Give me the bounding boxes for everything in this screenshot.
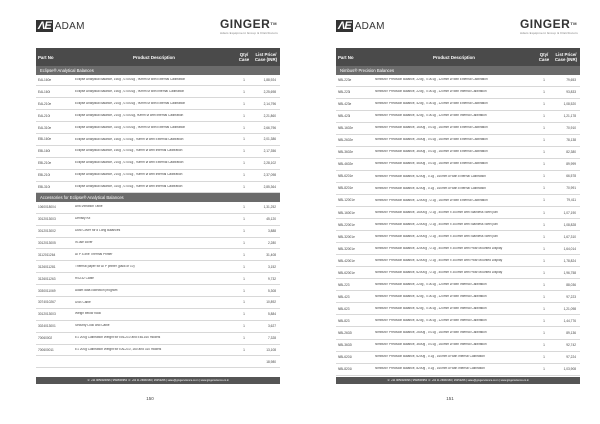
part-number: 1060018004 [38,205,56,210]
qty-per-case: 1 [543,294,545,299]
product-description: Nimbus® Precision Balance, 16000g , 0.1g , 400mm x 300mm with Stainless Steel pan [375,210,498,214]
part-number: NBL4602e [338,162,354,167]
qty-per-case: 1 [543,174,545,179]
qty-per-case: 1 [543,198,545,203]
list-price: 2,66,796 [263,125,276,130]
contact-footer: ☏ +91 9650020096 | 9599500952 ☏ +91 11 26963166 | 26252206 | sales@gingerscience.co.in | www.gingerscience.co.in [36,377,280,384]
product-description: Nimbus® Precision Balance, 8200g , 0.1g , 160mm Ø with External Calibration [375,186,486,190]
table-row [36,146,280,158]
table-row [336,75,580,87]
qty-per-case: 1 [243,300,245,305]
list-price: 2,01,386 [263,137,276,142]
product-description: Nimbus® Precision Balance, 420g , 0.001g , 120mm Ø with Internal Calibration [375,294,487,298]
qty-per-case: 1 [543,126,545,131]
part-number: 3012013003 [38,312,56,317]
product-description: Eclipse Analytical Balance, 310g , 0.0001g , 90mm Ø with External Calibration [75,125,186,129]
part-number: NBL32001e [338,246,355,251]
qty-per-case: 1 [243,252,245,257]
product-description: USB Cable [75,300,91,304]
part-number: EAL310e [38,125,52,130]
table-row [336,219,580,231]
section-title: Eclipse® Analytical Balances [36,66,280,75]
part-number: NBL6201i [338,355,352,360]
table-row [336,87,580,99]
product-description: Nimbus® Precision Balance, 620g , 0.001g , 120mm Ø with Internal Calibration [375,307,487,311]
list-price: 1,03,908 [563,367,576,372]
qty-per-case: 1 [243,125,245,130]
product-description: Nimbus® Precision Balance, 220g , 0.001g , 120mm Ø with Internal Calibration [375,90,487,94]
table-row [36,98,280,110]
part-number: EAL210e [38,101,52,106]
product-description: Nimbus® Precision Balance, 1600g , 0.01g , 160mm Ø with External Calibration [375,126,488,130]
product-description: Nimbus® Precision Balance, 420g , 0.001g , 120mm Ø with Internal Calibration [375,114,487,118]
part-number: NBL223 [338,282,350,287]
table-row [336,279,580,291]
list-price: 1,64,014 [563,246,576,251]
table-row [36,158,280,170]
product-description: Nimbus® Precision Balance, 3600g , 0.01g , 160mm Ø with Internal Calibration [375,343,487,347]
list-price: 1,31,252 [263,205,276,210]
product-description: Anti-Vibration Table [75,205,103,209]
qty-per-case: 1 [543,306,545,311]
product-description: Nimbus® Precision Balance, 220g , 0.001g , 120mm Ø with Internal Calibration [375,282,487,286]
table-row [336,352,580,364]
list-price: 1,96,758 [563,270,576,275]
list-price: 1,21,178 [563,114,576,119]
adam-logo-name: ADAM [54,20,85,32]
logo-bar [0,18,300,40]
list-price: 5,884 [268,312,276,317]
header-description: Product Description [133,54,175,60]
part-number: EBL160e [38,137,52,142]
qty-per-case: 1 [243,348,245,353]
product-description: Eclipse Analytical Balance, 160g , 0.001g , 90mm Ø with Internal Calibration [75,149,183,153]
product-description: ATP 4-line Thermal Printer [75,253,113,257]
table-row [36,170,280,182]
table-row [336,147,580,159]
qty-per-case: 1 [543,90,545,95]
qty-per-case: 1 [243,173,245,178]
qty-per-case: 1 [543,234,545,239]
part-number: NBL823 [338,318,350,323]
qty-per-case: 1 [243,184,245,189]
qty-per-case: 1 [243,77,245,82]
qty-per-case: 1 [243,113,245,118]
list-price: 88,036 [566,282,576,287]
table-row [36,226,280,238]
qty-per-case: 1 [243,336,245,341]
list-price: 2,28,102 [263,161,276,166]
table-row [336,315,580,327]
product-description: In-use cover [75,241,93,245]
qty-per-case: 1 [243,241,245,246]
product-description: Nimbus® Precision Balance, 2600g , 0.01g , 160mm Ø with External Calibration [375,138,488,142]
product-description: Eclipse Analytical Balance, 210g , 0.001g , 90mm Ø with External Calibration [75,161,184,165]
header-price: List Price/ Case (INR) [554,52,578,62]
product-description: E1 200g Calibration Weight for EAL210, 160 and 310 models [75,348,162,352]
list-price: 2,85,364 [263,184,276,189]
product-description: Nimbus® Precision Balance, 2600g , 0.01g , 160mm Ø with Internal Calibration [375,331,487,335]
qty-per-case: 1 [243,205,245,210]
product-description: Nimbus® Precision Balance, 32000g , 0.1g , 400mm x 300mm with Pillar Mounted Display [375,246,503,250]
part-number: NBL16001e [338,210,355,215]
qty-per-case: 1 [543,186,545,191]
part-number: NBL62001e [338,270,355,275]
ginger-logo [220,18,278,35]
qty-per-case: 1 [543,270,545,275]
table-row [336,364,580,376]
table-row [36,110,280,122]
list-price: 13,108 [266,348,276,353]
table-row [336,207,580,219]
table-row [36,75,280,87]
list-price: 93,833 [566,90,576,95]
list-price: 1,08,520 [563,102,576,107]
part-number: NBL8201e [338,186,354,191]
qty-per-case: 1 [243,161,245,166]
qty-per-case: 1 [543,258,545,263]
table-row [36,309,280,321]
part-number: 3126011281 [38,264,56,269]
table-row [36,285,280,297]
product-description: Nimbus® Precision Balance, 62000g , 0.1g , 400mm x 300mm with Pillar Mounted Display [375,270,503,274]
list-price: 2,14,796 [263,101,276,106]
qty-per-case: 1 [543,222,545,227]
header-qty: Qty/ Case [538,52,550,62]
part-number: 3012013005 [38,241,56,246]
list-price: 2,37,098 [263,173,276,178]
product-description: Dust Cover for 8 Long Balances [75,229,121,233]
table-row [36,273,280,285]
list-price: 1,08,828 [563,222,576,227]
part-number: 3074010267 [38,300,56,305]
part-number: NBL3602i [338,343,352,348]
list-price: 31,408 [266,252,276,257]
product-description: Nimbus® Precision Balance, 32000g , 0.1g , 400mm x 300mm with Stainless Steel pan [375,234,498,238]
qty-per-case: 1 [243,312,245,317]
section-title: Accessories for Eclipse® Analytical Balances [36,193,280,202]
list-price: 92,742 [566,343,576,348]
qty-per-case: 1 [243,324,245,329]
price-table-left [36,48,280,368]
list-price: 3,627 [268,324,276,329]
table-row [336,327,580,339]
qty-per-case: 1 [543,282,545,287]
list-price: 7,328 [268,336,276,341]
table-row [36,356,280,368]
list-price: 1,67,310 [563,234,576,239]
table-row [336,159,580,171]
product-description: Nimbus® Precision Balance, 8200g , 0.1g , 160mm Ø with Internal Calibration [375,367,485,371]
logo-bar [300,18,600,40]
table-row [336,135,580,147]
list-price: 2,280 [268,241,276,246]
product-description: Nimbus® Precision Balance, 820g , 0.001g , 120mm Ø with Internal Calibration [375,319,487,323]
list-price: 2,25,698 [263,89,276,94]
qty-per-case: 1 [243,264,245,269]
qty-per-case: 1 [543,210,545,215]
qty-per-case: 1 [243,149,245,154]
page-number: 151 [446,396,454,401]
product-description: Nimbus® Precision Balance, 420g , 0.001g , 120mm Ø with External Calibration [375,102,488,106]
ginger-logo-tm: TM [570,21,578,26]
product-description: Nimbus® Precision Balance, 4600g , 0.01g , 160mm Ø with External Calibration [375,162,488,166]
qty-per-case: 1 [543,318,545,323]
part-number: NBL42001e [338,258,355,263]
product-description: Nimbus® Precision Balance, 6200g , 0.1g , 160mm Ø with External Calibration [375,174,486,178]
table-row [336,267,580,279]
table-body [36,66,280,368]
table-row [36,333,280,345]
ginger-logo [520,18,578,35]
qty-per-case: 1 [243,217,245,222]
part-number: 3012013003 [38,217,56,222]
product-description: Eclipse Analytical Balance, 210g , 0.0001g, 90mm Ø with Internal Calibration [75,113,184,117]
qty-per-case: 1 [543,162,545,167]
product-description: Nimbus® Precision Balance, 42000g , 0.1g , 400mm x 300mm with Pillar Mounted Display [375,258,503,262]
part-number: EBL210e [38,161,52,166]
product-description: Density Kit [75,217,91,221]
product-description: Nimbus® Precision Balance, 22000g , 0.1g , 400mm x 300mm with Stainless Steel pan [375,222,498,226]
product-description: Weigh below hook [75,312,101,316]
list-price: 45,120 [266,217,276,222]
product-description: Nimbus® Precision Balance, 12000g , 0.1g , 160mm Ø with External Calibration [375,198,488,202]
product-description: RS232 Cable [75,276,94,280]
table-row [36,122,280,134]
table-row [36,214,280,226]
qty-per-case: 1 [543,138,545,143]
adam-logo [336,20,385,32]
header-description: Product Description [433,54,475,60]
part-number: 3024013001 [38,324,56,329]
adam-logo [36,20,85,32]
list-price: 2,21,860 [263,113,276,118]
table-row [336,303,580,315]
list-price: 89,999 [566,162,576,167]
ginger-logo-tm: TM [270,21,278,26]
part-number: 3012013002 [38,229,56,234]
qty-per-case: 1 [543,246,545,251]
product-description: Eclipse Analytical Balance, 310g , 0.001g , 90mm Ø with Internal Calibration [75,185,183,189]
list-price: 82,380 [566,150,576,155]
table-header [36,48,280,66]
part-number: EBL210i [38,173,51,178]
product-description: Thermal paper for ATP printer (pack of 10) [75,264,135,268]
product-description: Eclipse Analytical Balance, 210g , 0.001g , 90mm Ø with Internal Calibration [75,173,183,177]
qty-per-case: 1 [543,355,545,360]
part-number: NBL2602e [338,138,354,143]
list-price: 1,78,824 [563,258,576,263]
list-price: 9,732 [268,276,276,281]
part-number: 3112011264 [38,252,56,257]
part-number: NBL22001e [338,222,355,227]
part-number: 70060002 [38,336,53,341]
list-price: 5,308 [268,288,276,293]
ginger-logo-tagline: Adam Equipment Group & Distributors [519,31,578,35]
header-part-no: Part No [38,54,54,60]
part-number: NBL8201i [338,367,352,372]
table-row [36,86,280,98]
list-price: 1,21,098 [563,306,576,311]
product-description: E1 200g Calibration Weight for EBL210 and EBL160 models [75,336,161,340]
ginger-logo-tagline: Adam Equipment Group & Distributors [219,31,278,35]
product-description: Nimbus® Precision Balance, 220g , 0.001g , 120mm Ø with External Calibration [375,78,488,82]
table-row [336,111,580,123]
product-description: Eclipse Analytical Balance, 160g , 0.0001g , 90mm Ø with Internal Calibration [75,89,185,93]
table-body [336,66,580,376]
list-price: 70,910 [566,126,576,131]
part-number: 3030011069 [38,288,56,293]
header-part-no: Part No [338,54,354,60]
part-number: NBL32001e [338,234,355,239]
part-number: NBL623 [338,306,350,311]
qty-per-case: 1 [243,101,245,106]
list-price: 2,17,356 [263,149,276,154]
qty-per-case: 1 [543,114,545,119]
table-row [336,123,580,135]
list-price: 70,991 [566,186,576,191]
ginger-logo-name: GINGER [519,17,571,31]
list-price: 18,980 [266,359,276,364]
product-description: Adam data collection program [75,288,118,292]
product-description: Eclipse Analytical Balance, 210g , 0.0001g , 90mm Ø with External Calibration [75,101,186,105]
section-title: Nimbus® Precision Balances [336,66,580,75]
table-row [336,291,580,303]
list-price: 1,07,190 [563,210,576,215]
list-price: 10,892 [266,300,276,305]
product-description: Nimbus® Precision Balance, 6200g , 0.1g , 160mm Ø with Internal Calibration [375,355,485,359]
qty-per-case: 1 [243,276,245,281]
table-row [36,321,280,333]
qty-per-case: 1 [543,367,545,372]
part-number: NBL12001e [338,198,355,203]
list-price: 3,152 [268,264,276,269]
list-price: 89,136 [566,331,576,335]
qty-per-case: 1 [243,137,245,142]
part-number: EBL310i [38,184,51,189]
table-row [336,195,580,207]
qty-per-case: 1 [543,331,545,335]
table-row [336,183,580,195]
table-header [336,48,580,66]
part-number: EAL160e [38,77,52,82]
qty-per-case: 1 [543,343,545,348]
qty-per-case: 1 [543,150,545,155]
table-row [36,345,280,357]
adam-logo-mark: ΛE [338,20,351,32]
table-row [36,249,280,261]
product-description: Security Lock and Cable [75,324,110,328]
table-row [336,255,580,267]
contact-footer: ☏ +91 9650020096 | 9599500952 ☏ +91 11 26963166 | 26252206 | sales@gingerscience.co.in | www.gingerscience.co.in [336,377,580,384]
table-row [36,261,280,273]
qty-per-case: 1 [243,229,245,234]
part-number: NBL6201e [338,174,354,179]
list-price: 3,888 [268,229,276,234]
list-price: 1,88,924 [263,77,276,82]
part-number: NBL1602e [338,126,354,131]
list-price: 79,411 [566,198,576,203]
qty-per-case: 1 [243,89,245,94]
list-price: 97,224 [566,355,576,360]
part-number: 700600011 [38,348,54,353]
table-row [336,340,580,352]
adam-logo-mark: ΛE [38,20,51,32]
adam-logo-name: ADAM [354,20,385,32]
table-row [36,202,280,214]
part-number: EBL160i [38,149,51,154]
list-price: 78,138 [566,138,576,143]
part-number: NBL223e [338,78,352,83]
list-price: 66,578 [566,174,576,179]
table-row [336,243,580,255]
table-row [336,171,580,183]
product-description: Nimbus® Precision Balance, 3600g , 0.01g , 160mm Ø with External Calibration [375,150,488,154]
page-number: 150 [146,396,154,401]
part-number: 3126011263 [38,276,56,281]
list-price: 1,44,776 [563,318,576,323]
table-row [36,238,280,250]
price-table-right [336,48,580,376]
part-number: NBL423e [338,102,352,107]
table-row [36,182,280,194]
list-price: 97,223 [566,294,576,299]
qty-per-case: 1 [543,78,545,83]
table-row [336,231,580,243]
ginger-logo-name: GINGER [219,17,271,31]
list-price: 79,653 [566,78,576,83]
part-number: EAL160i [38,89,51,94]
part-number: NBL423 [338,294,350,299]
part-number: NBL223i [338,90,351,95]
qty-per-case: 1 [543,102,545,107]
part-number: NBL3602e [338,150,354,155]
part-number: NBL2602i [338,331,352,335]
table-row [336,99,580,111]
header-price: List Price/ Case (INR) [254,52,278,62]
table-row [36,134,280,146]
qty-per-case: 1 [243,288,245,293]
header-qty: Qty/ Case [238,52,250,62]
product-description: Eclipse Analytical Balance, 160g , 0.001g , 90mm Ø with External Calibration [75,137,184,141]
table-row [36,297,280,309]
part-number: EAL210i [38,113,51,118]
product-description: Eclipse Analytical Balance, 160g , 0.0001g , 90mm Ø with External Calibration [75,78,186,82]
right-page [300,0,600,424]
part-number: NBL423i [338,114,351,119]
